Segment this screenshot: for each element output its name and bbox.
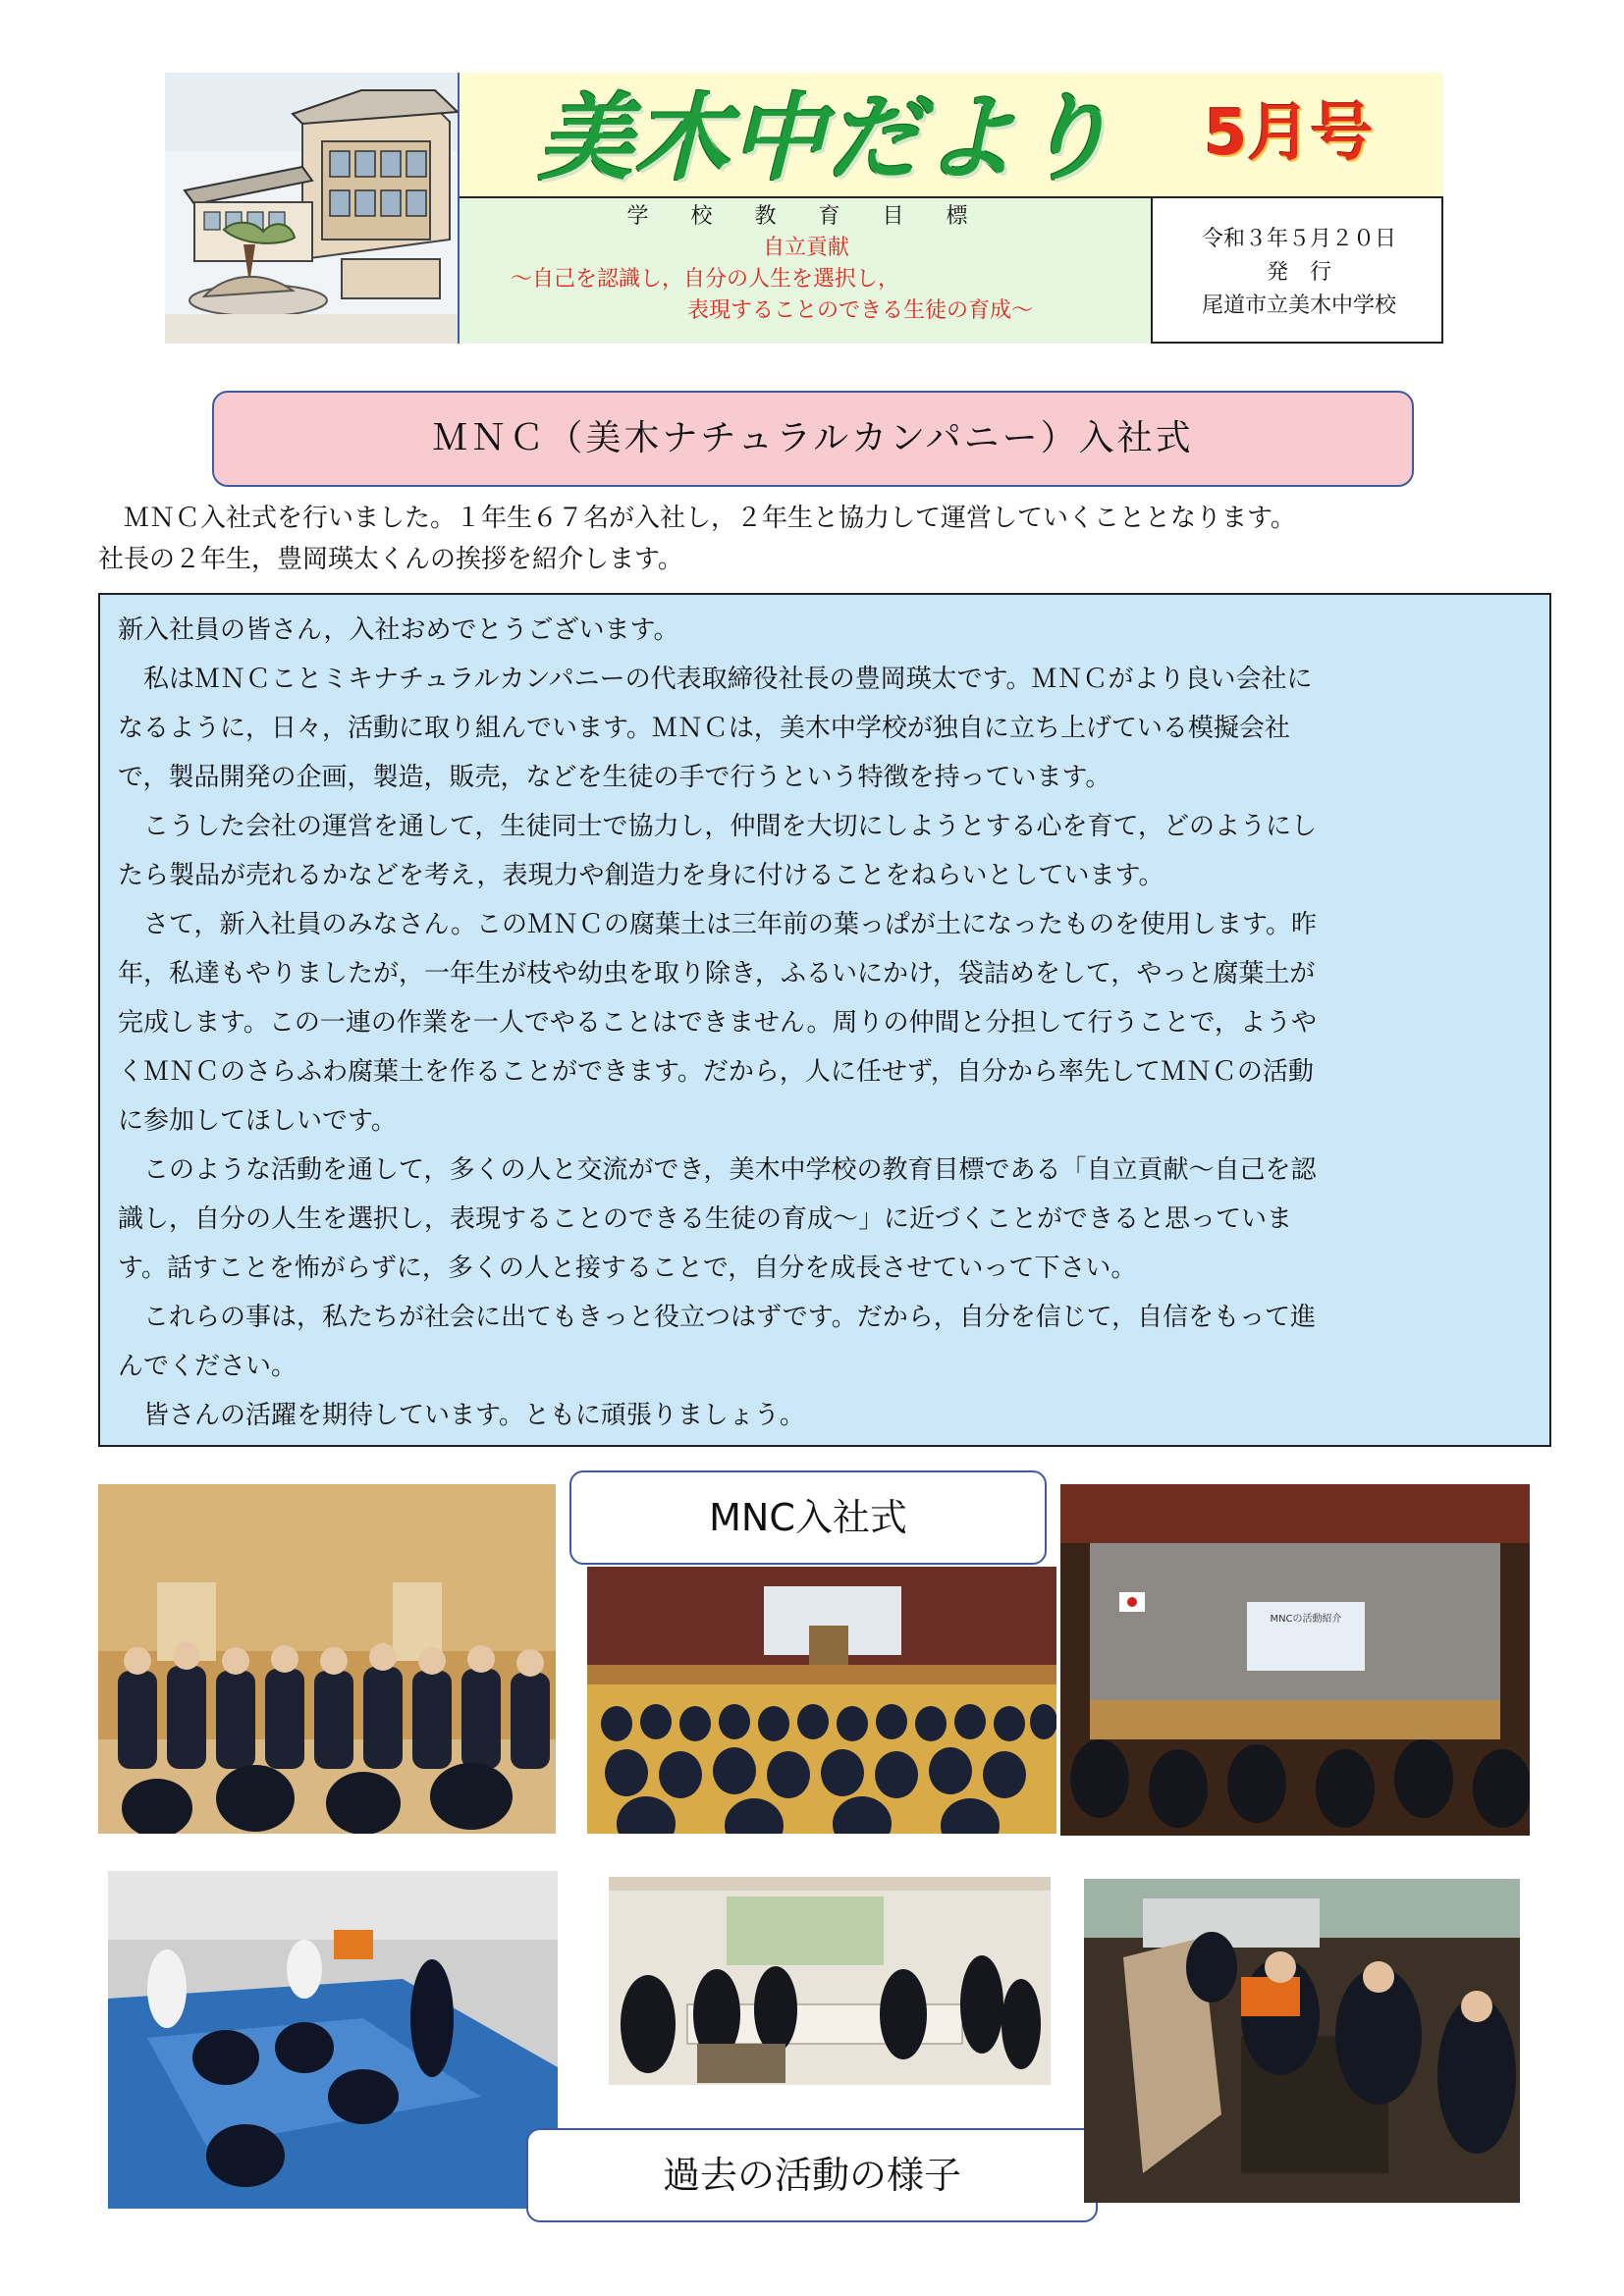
newsletter-title: 美木中だより xyxy=(538,83,1115,193)
intro-line-1: ＭＮＣ入社式を行いました。１年生６７名が入社し，２年生と協力して運営していくこととなります。 xyxy=(98,504,1296,533)
school-building-illustration xyxy=(165,73,460,344)
photo-sieving-soil xyxy=(108,1871,558,2209)
photo-assembly-hall xyxy=(587,1567,1056,1834)
speech-line: す。話すことを怖がらずに，多くの人と接することで，自分を成長させていって下さい。 xyxy=(118,1254,1137,1283)
speech-line: このような活動を通して，多くの人と交流ができ，美木中学校の教育目標である「自立貢献～自己を認 xyxy=(118,1155,1317,1185)
photo-outdoor-compost xyxy=(1084,1879,1520,2203)
goal-heading: 学 校 教 育 目 標 xyxy=(626,204,986,229)
speech-line: で，製品開発の企画，製造，販売，などを生徒の手で行うという特徴を持っています。 xyxy=(118,763,1111,792)
caption-past-activities: 過去の活動の様子 xyxy=(526,2128,1098,2222)
published-label: 発 行 xyxy=(1266,260,1331,285)
goal-line-1: ～自己を認識し，自分の人生を選択し， xyxy=(511,267,900,292)
goal-line-2: 表現することのできる生徒の育成～ xyxy=(687,298,1034,323)
photo-stage-presentation xyxy=(1060,1484,1530,1836)
slide-text: MNCの活動紹介 xyxy=(1270,1614,1342,1625)
speech-line: こうした会社の運営を通して，生徒同士で協力し，仲間を大切にしようとする心を育て，どのようにし xyxy=(118,812,1317,841)
speech-line: たら製品が売れるかなどを考え，表現力や創造力を身に付けることをねらいとしています。 xyxy=(118,861,1164,890)
speech-line: 年，私達もやりましたが，一年生が枝や幼虫を取り除き，ふるいにかけ，袋詰めをして，やっと腐葉土が xyxy=(118,959,1316,988)
speech-line: なるように，日々，活動に取り組んでいます。ＭＮＣは，美木中学校が独自に立ち上げている模擬会社 xyxy=(118,714,1290,743)
photo-students-seated xyxy=(98,1484,556,1834)
speech-line: に参加してほしいです。 xyxy=(118,1106,397,1136)
speech-line: さて，新入社員のみなさん。このＭＮＣの腐葉土は三年前の葉っぱが土になったものを使用します。昨 xyxy=(118,910,1317,939)
intro-line-2: 社長の２年生，豊岡瑛太くんの挨拶を紹介します。 xyxy=(98,545,683,574)
speech-line: 完成します。この一連の作業を一人でやることはできません。周りの仲間と分担して行うことで，ようや xyxy=(118,1008,1317,1038)
issue-label: 5月号 xyxy=(1204,97,1374,170)
section-title: ＭＮＣ（美木ナチュラルカンパニー）入社式 xyxy=(212,391,1414,487)
school-name: 尾道市立美木中学校 xyxy=(1201,294,1396,318)
speech-line: くＭＮＣのさらふわ腐葉土を作ることができます。だから，人に任せず，自分から率先してＭＮＣの活動 xyxy=(118,1057,1314,1087)
photo-product-sales xyxy=(609,1877,1051,2085)
goal-main: 自立貢献 xyxy=(762,236,849,260)
caption-ceremony: MNC入社式 xyxy=(569,1470,1047,1565)
speech-line: んでください。 xyxy=(118,1352,298,1381)
speech-line: 皆さんの活躍を期待しています。ともに頑張りましょう。 xyxy=(118,1401,805,1430)
speech-line: 識し，自分の人生を選択し，表現することのできる生徒の育成～」に近づくことができると思っていま xyxy=(118,1204,1293,1234)
speech-line: これらの事は，私たちが社会に出てもきっと役立つはずです。だから，自分を信じて，自信をもって進 xyxy=(118,1303,1317,1332)
speech-line: 私はＭＮＣことミキナチュラルカンパニーの代表取締役社長の豊岡瑛太です。ＭＮＣがより良い会社に xyxy=(118,665,1313,694)
speech-line: 新入社員の皆さん，入社おめでとうございます。 xyxy=(118,615,679,645)
publish-date: 令和３年５月２０日 xyxy=(1201,227,1396,251)
